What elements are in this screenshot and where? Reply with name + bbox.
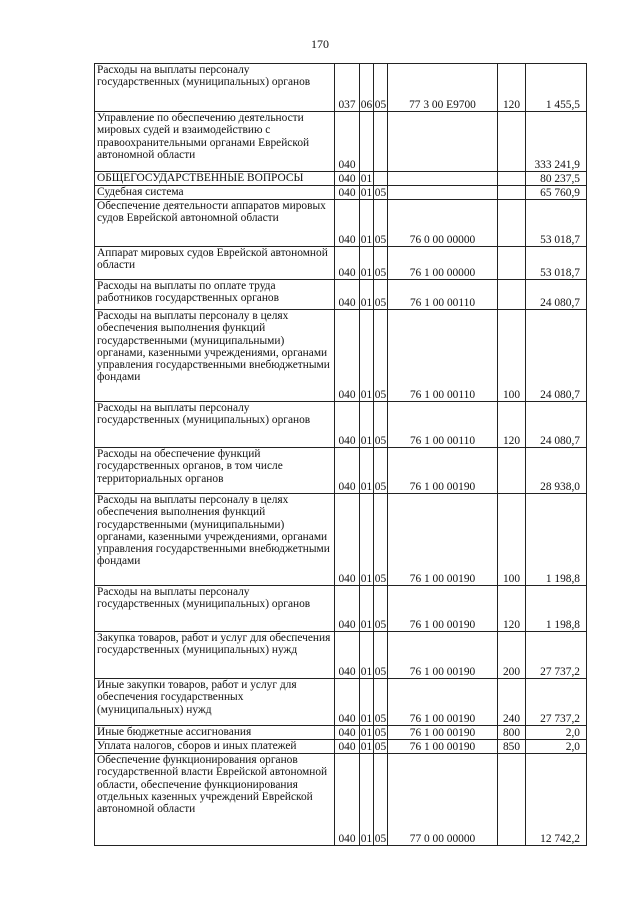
row-rz: 06: [360, 64, 374, 112]
row-pr: 05: [374, 402, 388, 448]
table-row: [95, 200, 587, 247]
row-vr: 850: [498, 740, 526, 754]
row-name: Судебная система: [95, 186, 335, 200]
row-rz: 01: [360, 494, 374, 586]
row-vr: 100: [498, 494, 526, 586]
row-rz: 01: [360, 200, 374, 247]
row-rz: 01: [360, 448, 374, 494]
row-vr: 800: [498, 726, 526, 740]
row-name: Расходы на выплаты персоналу государственных (муниципальных) органов: [95, 586, 335, 632]
row-vr: [498, 448, 526, 494]
row-pr: 05: [374, 754, 388, 846]
row-ved: 040: [335, 726, 360, 740]
row-ved: 040: [335, 112, 360, 172]
page-number: 170: [311, 37, 329, 51]
table-row: [95, 402, 587, 448]
row-csr: 76 1 00 00190: [388, 494, 498, 586]
row-ved: 040: [335, 494, 360, 586]
table-row: [95, 64, 587, 112]
row-vr: 200: [498, 632, 526, 679]
row-sum: 53 018,7: [526, 200, 587, 247]
row-csr: 76 0 00 00000: [388, 200, 498, 247]
row-sum: 1 198,8: [526, 586, 587, 632]
row-ved: 040: [335, 402, 360, 448]
row-csr: 76 1 00 00110: [388, 280, 498, 310]
table-row: [95, 186, 587, 200]
row-name: Расходы на выплаты персоналу в целях обеспечения выполнения функций государственными (муниципальными) органами, казенными учреждениями, органами управления государственными внебюджетными фондами: [95, 310, 335, 402]
row-ved: 037: [335, 64, 360, 112]
row-pr: 05: [374, 247, 388, 280]
row-vr: [498, 172, 526, 186]
row-rz: 01: [360, 310, 374, 402]
row-name: Уплата налогов, сборов и иных платежей: [95, 740, 335, 754]
table-row: [95, 112, 587, 172]
row-pr: 05: [374, 494, 388, 586]
row-csr: [388, 186, 498, 200]
row-pr: [374, 172, 388, 186]
row-name: Обеспечение деятельности аппаратов мировых судов Еврейской автономной области: [95, 200, 335, 247]
row-rz: 01: [360, 586, 374, 632]
row-vr: 240: [498, 679, 526, 726]
row-pr: 05: [374, 740, 387, 753]
row-sum: 2,0: [526, 726, 587, 740]
row-pr: 05: [374, 64, 388, 112]
table-row: [95, 740, 587, 754]
row-ved: 040: [335, 740, 360, 754]
table-row: [95, 679, 587, 726]
row-csr: 76 1 00 00190: [388, 586, 498, 632]
row-name: Расходы на выплаты персоналу государственных (муниципальных) органов: [95, 402, 335, 448]
row-ved: 040: [335, 280, 360, 310]
table-row: [95, 586, 587, 632]
row-pr: 05: [374, 200, 388, 247]
row-name: Расходы на выплаты по оплате труда работников государственных органов: [95, 280, 335, 310]
row-pr: 05: [374, 586, 388, 632]
row-vr: [498, 112, 526, 172]
row-pr: 05: [374, 280, 388, 310]
row-sum: 65 760,9: [526, 186, 587, 200]
budget-table: [94, 63, 587, 846]
table-row: [95, 310, 587, 402]
row-ved: 040: [335, 754, 360, 846]
row-rz: 01: [360, 726, 373, 739]
table-row: [95, 494, 587, 586]
row-vr: 100: [498, 310, 526, 402]
row-sum: 12 742,2: [526, 754, 587, 846]
row-rz: 01: [360, 632, 374, 679]
row-sum: 53 018,7: [526, 247, 587, 280]
row-sum: 1 455,5: [526, 64, 587, 112]
row-rz: [360, 112, 374, 172]
row-vr: [498, 754, 526, 846]
row-csr: 77 3 00 E9700: [388, 64, 498, 112]
row-ved: 040: [335, 310, 360, 402]
table-row: [95, 448, 587, 494]
row-csr: 76 1 00 00110: [388, 402, 498, 448]
row-name: Обеспечение функционирования органов государственной власти Еврейской автономной области, обеспечение функционирования отдельных казенных учреждений Еврейской автономной области: [95, 754, 335, 846]
row-name: Иные бюджетные ассигнования: [95, 726, 335, 740]
row-csr: 76 1 00 00000: [388, 247, 498, 280]
row-ved: 040: [335, 632, 360, 679]
row-rz: 01: [360, 172, 373, 185]
table-row: [95, 280, 587, 310]
row-rz: 01: [360, 186, 373, 199]
row-vr: 120: [498, 64, 526, 112]
row-sum: 28 938,0: [526, 448, 587, 494]
row-vr: [498, 247, 526, 280]
row-pr: 05: [374, 726, 387, 739]
row-sum: 27 737,2: [526, 632, 587, 679]
row-name: Управление по обеспечению деятельности мировых судей и взаимодействию с правоохранительными органами Еврейской автономной области: [95, 112, 335, 172]
table-row: [95, 247, 587, 280]
row-ved: 040: [335, 679, 360, 726]
row-pr: 05: [374, 632, 388, 679]
row-ved: 040: [335, 200, 360, 247]
row-pr: 05: [374, 679, 388, 726]
row-ved: 040: [335, 186, 360, 200]
row-sum: 80 237,5: [526, 172, 587, 186]
row-csr: 76 1 00 00190: [388, 632, 498, 679]
row-csr: 77 0 00 00000: [388, 754, 498, 846]
row-rz: 01: [360, 280, 374, 310]
row-csr: [388, 112, 498, 172]
table-row: [95, 172, 587, 186]
row-vr: [498, 280, 526, 310]
row-name: Закупка товаров, работ и услуг для обеспечения государственных (муниципальных) нужд: [95, 632, 335, 679]
row-name: Расходы на выплаты персоналу государственных (муниципальных) органов: [95, 64, 335, 112]
row-rz: 01: [360, 740, 373, 753]
row-ved: 040: [335, 586, 360, 632]
row-sum: 24 080,7: [526, 310, 587, 402]
row-name: Аппарат мировых судов Еврейской автономной области: [95, 247, 335, 280]
row-ved: 040: [335, 448, 360, 494]
row-sum: 1 198,8: [526, 494, 587, 586]
row-vr: [498, 186, 526, 200]
row-csr: 76 1 00 00190: [388, 726, 498, 740]
row-sum: 2,0: [526, 740, 587, 754]
row-vr: [498, 200, 526, 247]
row-ved: 040: [335, 172, 360, 186]
row-ved: 040: [335, 247, 360, 280]
row-csr: 76 1 00 00190: [388, 448, 498, 494]
row-sum: 24 080,7: [526, 402, 587, 448]
row-rz: 01: [360, 679, 374, 726]
row-name: ОБЩЕГОСУДАРСТВЕННЫЕ ВОПРОСЫ: [95, 172, 335, 186]
row-name: Иные закупки товаров, работ и услуг для обеспечения государственных (муниципальных) нужд: [95, 679, 335, 726]
row-rz: 01: [360, 402, 374, 448]
row-pr: [374, 112, 388, 172]
row-csr: [388, 172, 498, 186]
table-row: [95, 726, 587, 740]
row-sum: 27 737,2: [526, 679, 587, 726]
row-vr: 120: [498, 586, 526, 632]
row-pr: 05: [374, 310, 388, 402]
row-csr: 76 1 00 00190: [388, 679, 498, 726]
row-sum: 333 241,9: [526, 112, 587, 172]
row-pr: 05: [374, 186, 387, 199]
row-csr: 76 1 00 00110: [388, 310, 498, 402]
row-name: Расходы на обеспечение функций государственных органов, в том числе территориальных органов: [95, 448, 335, 494]
table-row: [95, 632, 587, 679]
row-vr: 120: [498, 402, 526, 448]
row-pr: 05: [374, 448, 388, 494]
table-row: [95, 754, 587, 846]
row-rz: 01: [360, 247, 374, 280]
row-name: Расходы на выплаты персоналу в целях обеспечения выполнения функций государственными (муниципальными) органами, казенными учреждениями, органами управления государственными внебюджетными фондами: [95, 494, 335, 586]
row-rz: 01: [360, 754, 374, 846]
row-sum: 24 080,7: [526, 280, 587, 310]
row-csr: 76 1 00 00190: [388, 740, 498, 754]
